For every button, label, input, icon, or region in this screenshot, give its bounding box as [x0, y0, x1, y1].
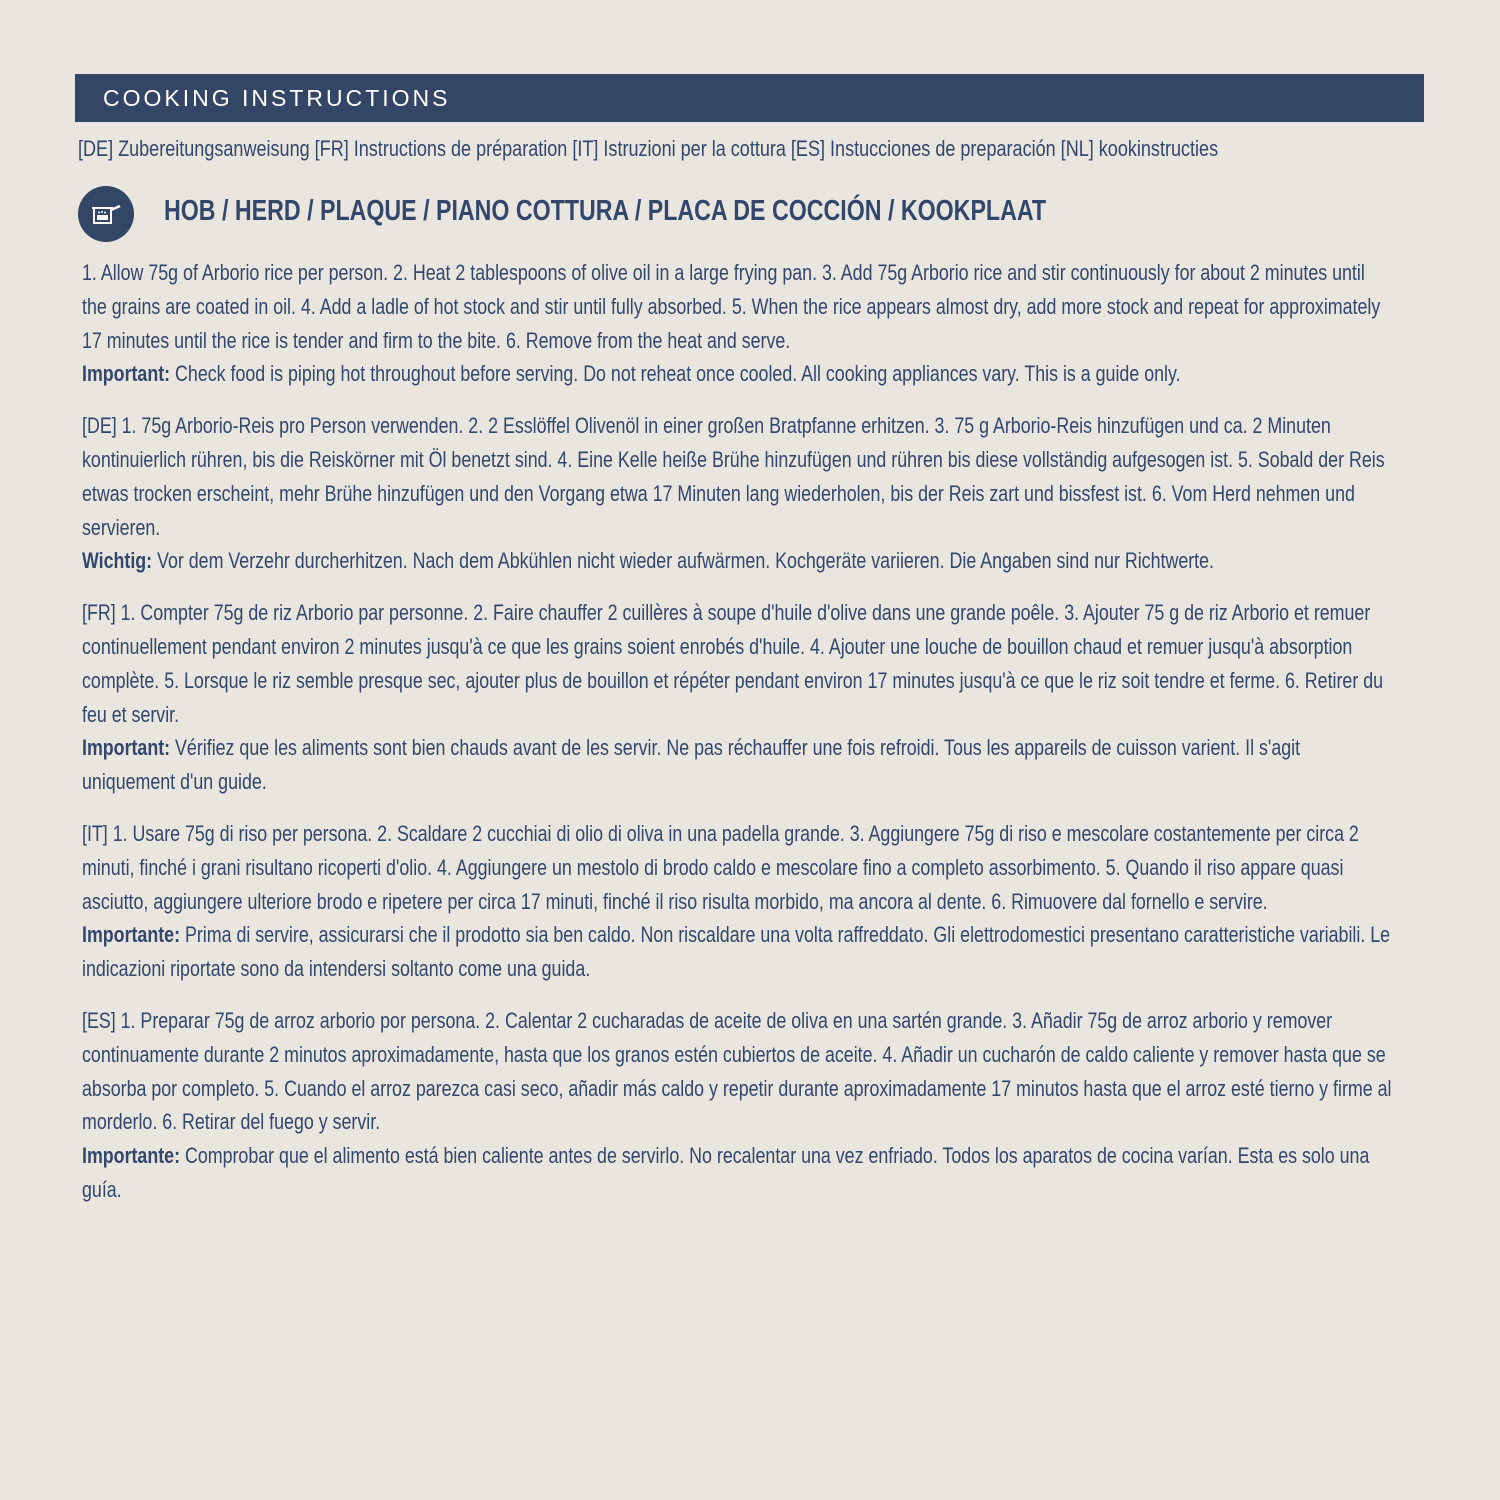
- instructions-en: [82, 256, 1394, 391]
- instructions-de: [82, 409, 1394, 578]
- languages-line: [DE] Zubereitungsanweisung [FR] Instructions de préparation [IT] Istruzioni per la cottura [ES] Instucciones de preparación [NL] kookinstructies: [78, 136, 1219, 161]
- page-title: COOKING INSTRUCTIONS: [103, 84, 451, 111]
- header-bar: [75, 74, 1424, 122]
- steps-en: 1. Allow 75g of Arborio rice per person. 2. Heat 2 tablespoons of olive oil in a large frying pan. 3. Add 75g Arborio rice and stir continuously for about 2 minutes until the grains are coated in oil. 4. Add a ladle of hot stock and stir until fully absorbed. 5. When the rice appears almost dry, add more stock and repeat for approximately 17 minutes until the rice is tender and firm to the bite. 6. Remove from the heat and serve.: [82, 260, 1381, 353]
- steps-de: [DE] 1. 75g Arborio-Reis pro Person verwenden. 2. 2 Esslöffel Olivenöl in einer großen Bratpfanne erhitzen. 3. 75 g Arborio-Reis hinzufügen und ca. 2 Minuten kontinuierlich rühren, bis die Reiskörner mit Öl benetzt sind. 4. Eine Kelle heiße Brühe hinzufügen und rühren bis diese vollständig aufgesogen ist. 5. Sobald der Reis etwas trocken erscheint, mehr Brühe hinzufügen und den Vorgang etwa 17 Minuten lang wiederholen, bis der Reis zart und bissfest ist. 6. Vom Herd nehmen und servieren.: [82, 413, 1385, 540]
- steps-fr: [FR] 1. Compter 75g de riz Arborio par personne. 2. Faire chauffer 2 cuillères à soupe d'huile d'olive dans une grande poêle. 3. Ajouter 75 g de riz Arborio et remuer continuellement pendant environ 2 minutes jusqu'à ce que les grains soient enrobés d'huile. 4. Ajouter une louche de bouillon chaud et remuer jusqu'à absorption complète. 5. Lorsque le riz semble presque sec, ajouter plus de bouillon et répéter pendant environ 17 minutes jusqu'à ce que le riz soit tendre et ferme. 6. Retirer du feu et servir.: [82, 600, 1384, 727]
- important-en: [82, 357, 1394, 391]
- important-text-it: Prima di servire, assicurarsi che il prodotto sia ben caldo. Non riscaldare una volta raffreddato. Gli elettrodomestici presentano caratteristiche variabili. Le indicazioni riportate sono da intendersi soltanto come una guida.: [82, 922, 1391, 982]
- important-text-de: Vor dem Verzehr durcherhitzen. Nach dem Abkühlen nicht wieder aufwärmen. Kochgeräte variieren. Die Angaben sind nur Richtwerte.: [152, 548, 1214, 574]
- important-label-de: Wichtig:: [82, 548, 153, 574]
- important-fr: [82, 731, 1394, 799]
- important-es: [82, 1139, 1394, 1207]
- instructions-it: [82, 817, 1394, 986]
- instructions-fr: [82, 596, 1394, 799]
- important-label-it: Importante:: [82, 922, 181, 948]
- instructions-list: [82, 256, 1392, 1225]
- important-text-en: Check food is piping hot throughout before serving. Do not reheat once cooled. All cooking appliances vary. This is a guide only.: [170, 361, 1181, 387]
- steps-es: [ES] 1. Preparar 75g de arroz arborio por persona. 2. Calentar 2 cucharadas de aceite de oliva en una sartén grande. 3. Añadir 75g de arroz arborio y remover continuamente durante 2 minutos aproximadamente, hasta que los granos estén cubiertos de aceite. 4. Añadir un cucharón de caldo caliente y remover hasta que se absorba por completo. 5. Cuando el arroz parezca casi seco, añadir más caldo y repetir durante aproximadamente 17 minutos hasta que el arroz esté tierno y firme al morderlo. 6. Retirar del fuego y servir.: [82, 1007, 1392, 1135]
- important-de: [82, 544, 1394, 578]
- important-text-es: Comprobar que el alimento está bien caliente antes de servirlo. No recalentar una vez enfriado. Todos los aparatos de cocina varían. Esta es solo una guía.: [82, 1143, 1370, 1202]
- steps-it: [IT] 1. Usare 75g di riso per persona. 2. Scaldare 2 cucchiai di olio di oliva in una padella grande. 3. Aggiungere 75g di riso e mescolare costantemente per circa 2 minuti, finché i grani risultano ricoperti d'olio. 4. Aggiungere un mestolo di brodo caldo e mescolare fino a completo assorbimento. 5. Quando il riso appare quasi asciutto, aggiungere ulteriore brodo e ripetere per circa 17 minuti, finché il riso risulta morbido, ma ancora al dente. 6. Rimuovere dal fornello e servire.: [82, 820, 1359, 914]
- important-text-fr: Vérifiez que les aliments sont bien chauds avant de les servir. Ne pas réchauffer une fois refroidi. Tous les appareils de cuisson varient. Il s'agit uniquement d'un guide.: [82, 735, 1301, 795]
- important-label-en: Important:: [82, 361, 171, 387]
- important-label-es: Importante:: [82, 1143, 181, 1169]
- important-label-fr: Important:: [82, 735, 171, 761]
- important-it: [82, 918, 1394, 986]
- method-title: HOB / HERD / PLAQUE / PIANO COTTURA / PLACA DE COCCIÓN / KOOKPLAAT: [164, 195, 1047, 227]
- hob-pan-icon: [78, 186, 134, 242]
- instructions-es: [82, 1004, 1394, 1207]
- hob-pan-icon-graphic: [91, 201, 121, 227]
